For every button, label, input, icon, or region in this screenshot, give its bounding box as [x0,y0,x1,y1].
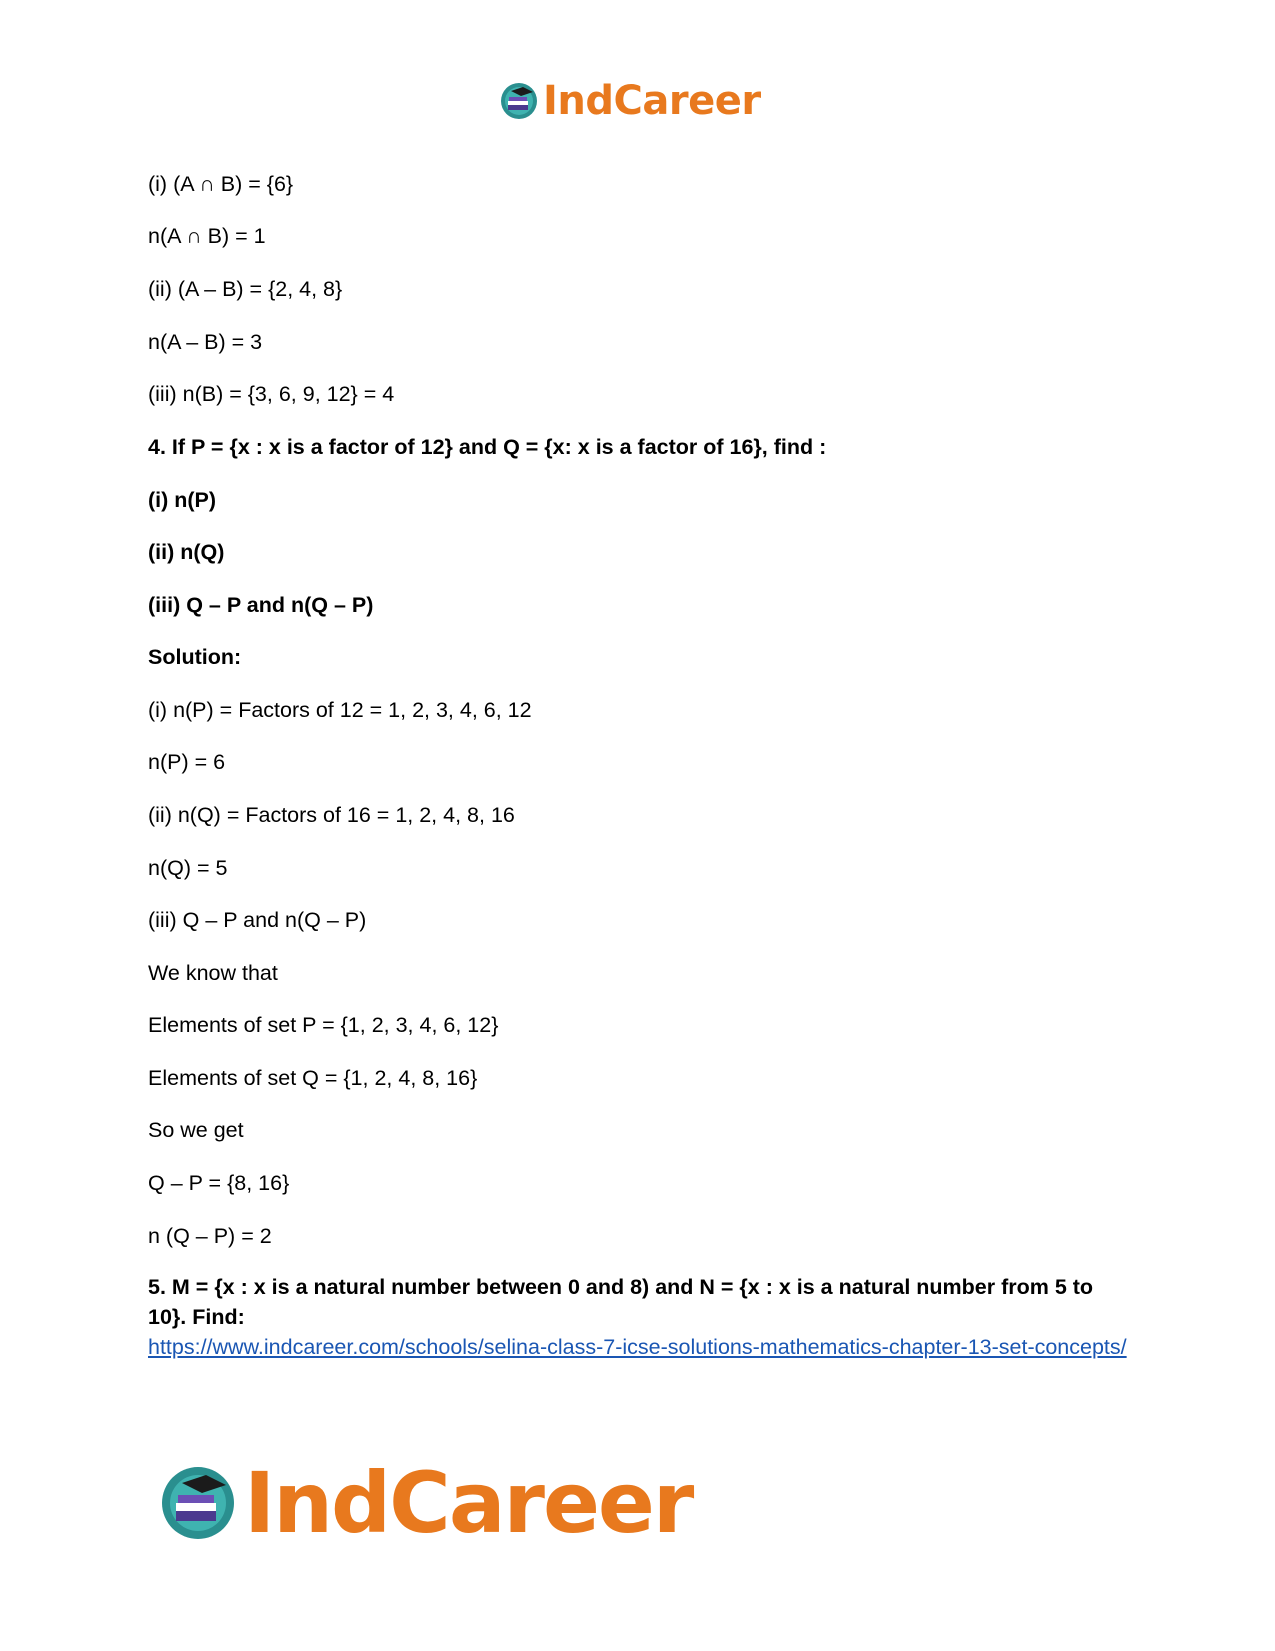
text-line: (i) n(P) = Factors of 12 = 1, 2, 3, 4, 6, 12 [148,698,532,722]
text-line: Elements of set Q = {1, 2, 4, 8, 16} [148,1066,478,1090]
question-part: (ii) n(Q) [148,540,225,564]
logo-book-icon [158,1463,238,1543]
footer-logo [158,1454,693,1552]
footer-logo-text: IndCareer [244,1454,693,1552]
question-heading: 4. If P = {x : x is a factor of 12} and Q = {x: x is a factor of 16}, find : [148,435,827,459]
solution-heading: Solution: [148,645,242,669]
text-line: n(A ∩ B) = 1 [148,224,266,248]
text-line: We know that [148,961,278,985]
logo-book-icon [499,81,539,121]
question-heading: 5. M = {x : x is a natural number between 0 and 8) and N = {x : x is a natural number from 5 to 10}. Find: [148,1275,1094,1329]
text-line: (ii) (A – B) = {2, 4, 8} [148,277,343,301]
question-part: (iii) Q – P and n(Q – P) [148,593,374,617]
question-part: (i) n(P) [148,488,217,512]
text-line: (ii) n(Q) = Factors of 16 = 1, 2, 4, 8, 16 [148,803,515,827]
text-line: Elements of set P = {1, 2, 3, 4, 6, 12} [148,1013,499,1037]
text-line: (i) (A ∩ B) = {6} [148,172,294,196]
text-line: n (Q – P) = 2 [148,1224,272,1248]
source-link[interactable]: https://www.indcareer.com/schools/selina-class-7-icse-solutions-mathematics-chapter-13-set-concepts/ [148,1335,1127,1359]
text-line: n(P) = 6 [148,750,226,774]
text-line: Q – P = {8, 16} [148,1171,290,1195]
text-line: n(A – B) = 3 [148,330,263,354]
text-line: (iii) n(B) = {3, 6, 9, 12} = 4 [148,382,395,406]
text-line: So we get [148,1118,244,1142]
header-logo [499,76,761,126]
text-line: (iii) Q – P and n(Q – P) [148,908,367,932]
text-line: n(Q) = 5 [148,856,228,880]
header-logo-text: IndCareer [543,78,761,124]
